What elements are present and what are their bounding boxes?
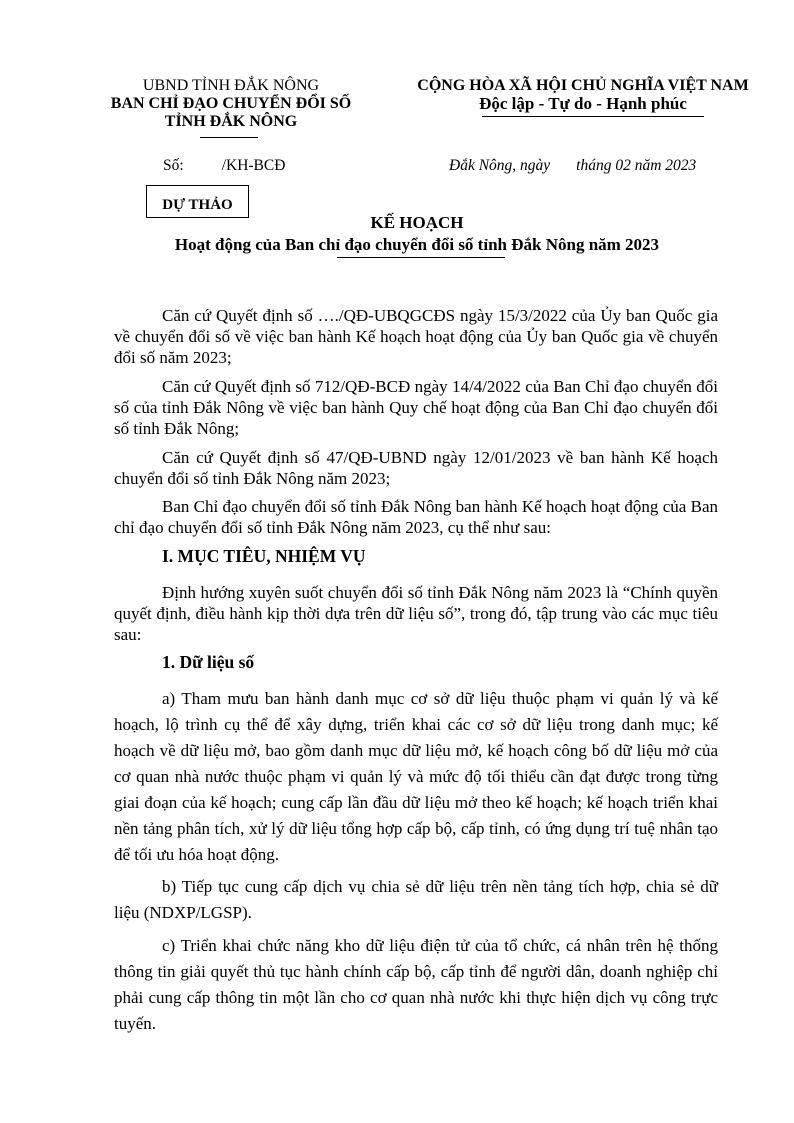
legal-basis-2: Căn cứ Quyết định số 712/QĐ-BCĐ ngày 14/4/2022 của Ban Chỉ đạo chuyển đổi số của tỉnh Đắk Nông về việc ban hành Quy chế hoạt động của Ban Chỉ đạo chuyển đổi số tỉnh Đắk Nông;	[114, 377, 718, 438]
section-1-wrap	[114, 546, 718, 567]
document-number-label: Số:	[163, 157, 184, 174]
item-c-wrap	[114, 933, 718, 1037]
legal-basis-3-wrap	[114, 447, 718, 489]
issuance-statement-wrap	[114, 496, 718, 538]
country-name: CỘNG HÒA XÃ HỘI CHỦ NGHĨA VIỆT NAM	[417, 77, 749, 94]
legal-basis-3: Căn cứ Quyết định số 47/QĐ-UBND ngày 12/01/2023 về ban hành Kế hoạch chuyển đổi số tỉnh Đắk Nông năm 2023;	[114, 448, 718, 488]
national-motto-block	[398, 77, 768, 113]
subsection-1-wrap	[114, 652, 718, 673]
item-b-wrap	[114, 874, 718, 926]
subsection-1-heading: 1. Dữ liệu số	[162, 652, 255, 672]
document-subtitle: Hoạt động của Ban chỉ đạo chuyển đổi số tỉnh Đắk Nông năm 2023	[174, 235, 660, 254]
document-number	[163, 157, 285, 175]
draft-stamp: DỰ THẢO	[146, 185, 249, 218]
issuance-statement: Ban Chỉ đạo chuyển đổi số tỉnh Đắk Nông ban hành Kế hoạch hoạt động của Ban chỉ đạo chuyển đổi số tỉnh Đắk Nông năm 2023, cụ thể như sau:	[114, 497, 718, 537]
document-title: KẾ HOẠCH	[370, 213, 464, 232]
legal-basis-2-wrap	[114, 376, 718, 439]
legal-basis-1: Căn cứ Quyết định số …./QĐ-UBQGCĐS ngày 15/3/2022 của Ủy ban Quốc gia về chuyển đổi số về việc ban hành Kế hoạch hoạt động của Ủy ban Quốc gia về chuyển đổi số năm 2023;	[114, 306, 718, 367]
document-number-code: /KH-BCĐ	[221, 157, 286, 174]
subtitle-underline	[337, 257, 505, 258]
motto-underline	[482, 116, 704, 117]
document-date	[449, 157, 696, 175]
issuing-agency-name: BAN CHỈ ĐẠO CHUYỂN ĐỔI SỐ	[110, 95, 352, 112]
item-c: c) Triển khai chức năng kho dữ liệu điện tử của tổ chức, cá nhân trên hệ thống thông tin giải quyết thủ tục hành chính cấp bộ, cấp tỉnh để người dân, doanh nghiệp chỉ phải cung cấp thông tin một lần cho cơ quan nhà nước khi thực hiện dịch vụ công trực tuyến.	[114, 936, 718, 1033]
section-1-intro-wrap	[114, 582, 718, 645]
issuing-agency-province: TỈNH ĐẮK NÔNG	[164, 113, 298, 130]
motto: Độc lập - Tự do - Hạnh phúc	[479, 94, 687, 113]
section-1-intro: Định hướng xuyên suốt chuyển đổi số tỉnh Đắk Nông năm 2023 là “Chính quyền quyết định, điều hành kịp thời dựa trên dữ liệu số”, trong đó, tập trung vào các mục tiêu sau:	[114, 583, 718, 644]
item-a: a) Tham mưu ban hành danh mục cơ sở dữ liệu thuộc phạm vi quản lý và kế hoạch, lộ trình cụ thể để xây dựng, triển khai các cơ sở dữ liệu trong danh mục; kế hoạch về dữ liệu mở, bao gồm danh mục dữ liệu mở, kế hoạch công bố dữ liệu mở của cơ quan nhà nước thuộc phạm vi quản lý và mức độ tối thiểu cần đạt được trong từng giai đoạn của kế hoạch; cung cấp lần đầu dữ liệu mở theo kế hoạch; kế hoạch triển khai nền tảng phân tích, xử lý dữ liệu tổng hợp cấp bộ, cấp tỉnh, có ứng dụng trí tuệ nhân tạo để tối ưu hóa hoạt động.	[114, 689, 718, 864]
agency-underline	[200, 137, 258, 138]
item-a-wrap	[114, 686, 718, 868]
parent-agency: UBND TỈNH ĐẮK NÔNG	[142, 77, 320, 94]
section-1-heading: I. MỤC TIÊU, NHIỆM VỤ	[162, 546, 366, 566]
issuing-agency-block	[92, 77, 370, 131]
date-month-year: tháng 02 năm 2023	[576, 157, 697, 174]
item-b: b) Tiếp tục cung cấp dịch vụ chia sẻ dữ liệu trên nền tảng tích hợp, chia sẻ dữ liệu (NDXP/LGSP).	[114, 877, 718, 922]
legal-bases	[114, 305, 718, 368]
date-place-day: Đắk Nông, ngày	[449, 157, 551, 174]
